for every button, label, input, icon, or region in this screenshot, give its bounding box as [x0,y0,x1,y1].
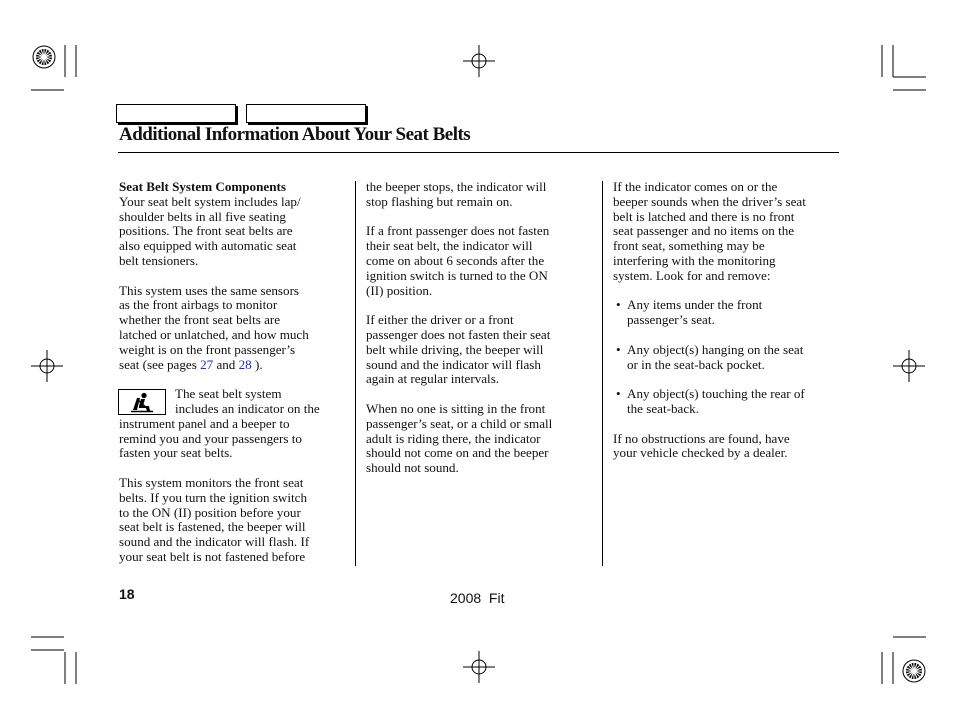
paragraph [366,402,596,476]
bullet-icon: • [616,341,621,357]
text-line: ignition switch is turned to the ON [366,267,548,283]
text-line: adult is riding there, the indicator [366,430,541,446]
footer-model: 2008 Fit [450,590,505,606]
title-rule [118,152,839,153]
text-line: beeper sounds when the driver’s seat [613,193,806,209]
paragraph [366,180,596,210]
text-line: belt tensioners. [119,252,199,268]
column-1 [119,180,349,580]
bullet-item [613,387,843,417]
bullet-item [613,298,843,328]
text-line: If no obstructions are found, have [613,430,790,446]
column-3 [613,180,843,476]
text-line: belts. If you turn the ignition switch [119,489,308,505]
text-fragment: seat (see pages [119,356,201,372]
text-line: also equipped with automatic seat [119,238,297,254]
text-line: positions. The front seat belts are [119,223,293,239]
paragraph [119,284,349,373]
text-line: front seat, something may be [613,238,765,254]
page-link-28[interactable]: 28 [238,356,252,372]
column-divider [602,181,603,566]
text-line: passenger’s seat. [627,312,715,328]
text-line: again at regular intervals. [366,371,500,387]
text-line: should not come on and the beeper [366,445,549,461]
page-title: Additional Information About Your Seat Belts [119,124,471,145]
text-line: your seat belt is not fastened before [119,548,306,564]
text-line: the seat-back. [627,400,699,416]
text-line: The seat belt system [175,386,282,402]
section-tab-1 [116,104,236,123]
text-line: as the front airbags to monitor [119,297,278,313]
text-line: the beeper stops, the indicator will [366,179,547,194]
text-line: system. Look for and remove: [613,267,771,283]
paragraph [366,224,596,298]
text-line: seat belt is fastened, the beeper will [119,519,306,535]
crosshair-icon [463,651,495,683]
text-line: or in the seat-back pocket. [627,356,765,372]
seat-belt-reminder-icon [118,389,166,415]
text-fragment: ). [251,356,263,372]
text-line: Any object(s) touching the rear of [627,386,805,402]
text-line: Your seat belt system includes lap/ [119,193,301,209]
text-line: passenger’s seat, or a child or small [366,415,553,431]
text-line: If either the driver or a front [366,312,514,328]
registration-star-icon [903,660,925,682]
text-line: stop flashing but remain on. [366,193,513,209]
text-line: your vehicle checked by a dealer. [613,445,788,461]
crosshair-icon [893,350,925,382]
text-line: seat passenger and no items on the [613,223,795,239]
text-line: sound and the indicator will flash. If [119,534,310,550]
page-link-27[interactable]: 27 [200,356,214,372]
text-line: Any object(s) hanging on the seat [627,341,804,357]
column-divider [355,181,356,566]
text-line: This system uses the same sensors [119,282,300,298]
text-line: If a front passenger does not fasten [366,223,550,239]
registration-star-icon [33,46,55,68]
paragraph [613,180,843,284]
text-line: shoulder belts in all five seating [119,208,286,224]
bullet-icon: • [616,297,621,313]
text-line: whether the front seat belts are [119,312,281,328]
column-2 [366,180,596,491]
text-fragment: and [213,356,239,372]
text-line: remind you and your passengers to [119,430,302,446]
paragraph [366,313,596,387]
crosshair-icon [31,350,63,382]
text-line: (II) position. [366,282,433,298]
paragraph [613,432,843,462]
text-line: If the indicator comes on or the [613,179,778,194]
paragraph [119,476,349,565]
text-line: passenger does not fasten their seat [366,326,551,342]
paragraph [119,180,349,269]
text-line: should not sound. [366,460,459,476]
bullet-item [613,343,843,373]
section-heading: Seat Belt System Components [119,179,286,194]
text-line: belt is latched and there is no front [613,208,795,224]
bullet-icon: • [616,386,621,402]
text-line [119,358,349,373]
text-line: belt while driving, the beeper will [366,341,544,357]
text-line: When no one is sitting in the front [366,400,546,416]
text-line: their seat belt, the indicator will [366,238,533,254]
crosshair-icon [463,45,495,77]
text-line: latched or unlatched, and how much [119,326,309,342]
text-line: interfering with the monitoring [613,252,776,268]
section-tab-2 [246,104,366,123]
text-line: to the ON (II) position before your [119,504,301,520]
text-line: includes an indicator on the [175,400,320,416]
text-line: Any items under the front [627,297,763,313]
text-line: weight is on the front passenger’s [119,341,296,357]
page-number: 18 [119,586,135,602]
text-line: come on about 6 seconds after the [366,252,545,268]
text-line: fasten your seat belts. [119,445,233,461]
text-line: instrument panel and a beeper to [119,415,290,431]
text-line: This system monitors the front seat [119,474,304,490]
text-line: sound and the indicator will flash [366,356,541,372]
